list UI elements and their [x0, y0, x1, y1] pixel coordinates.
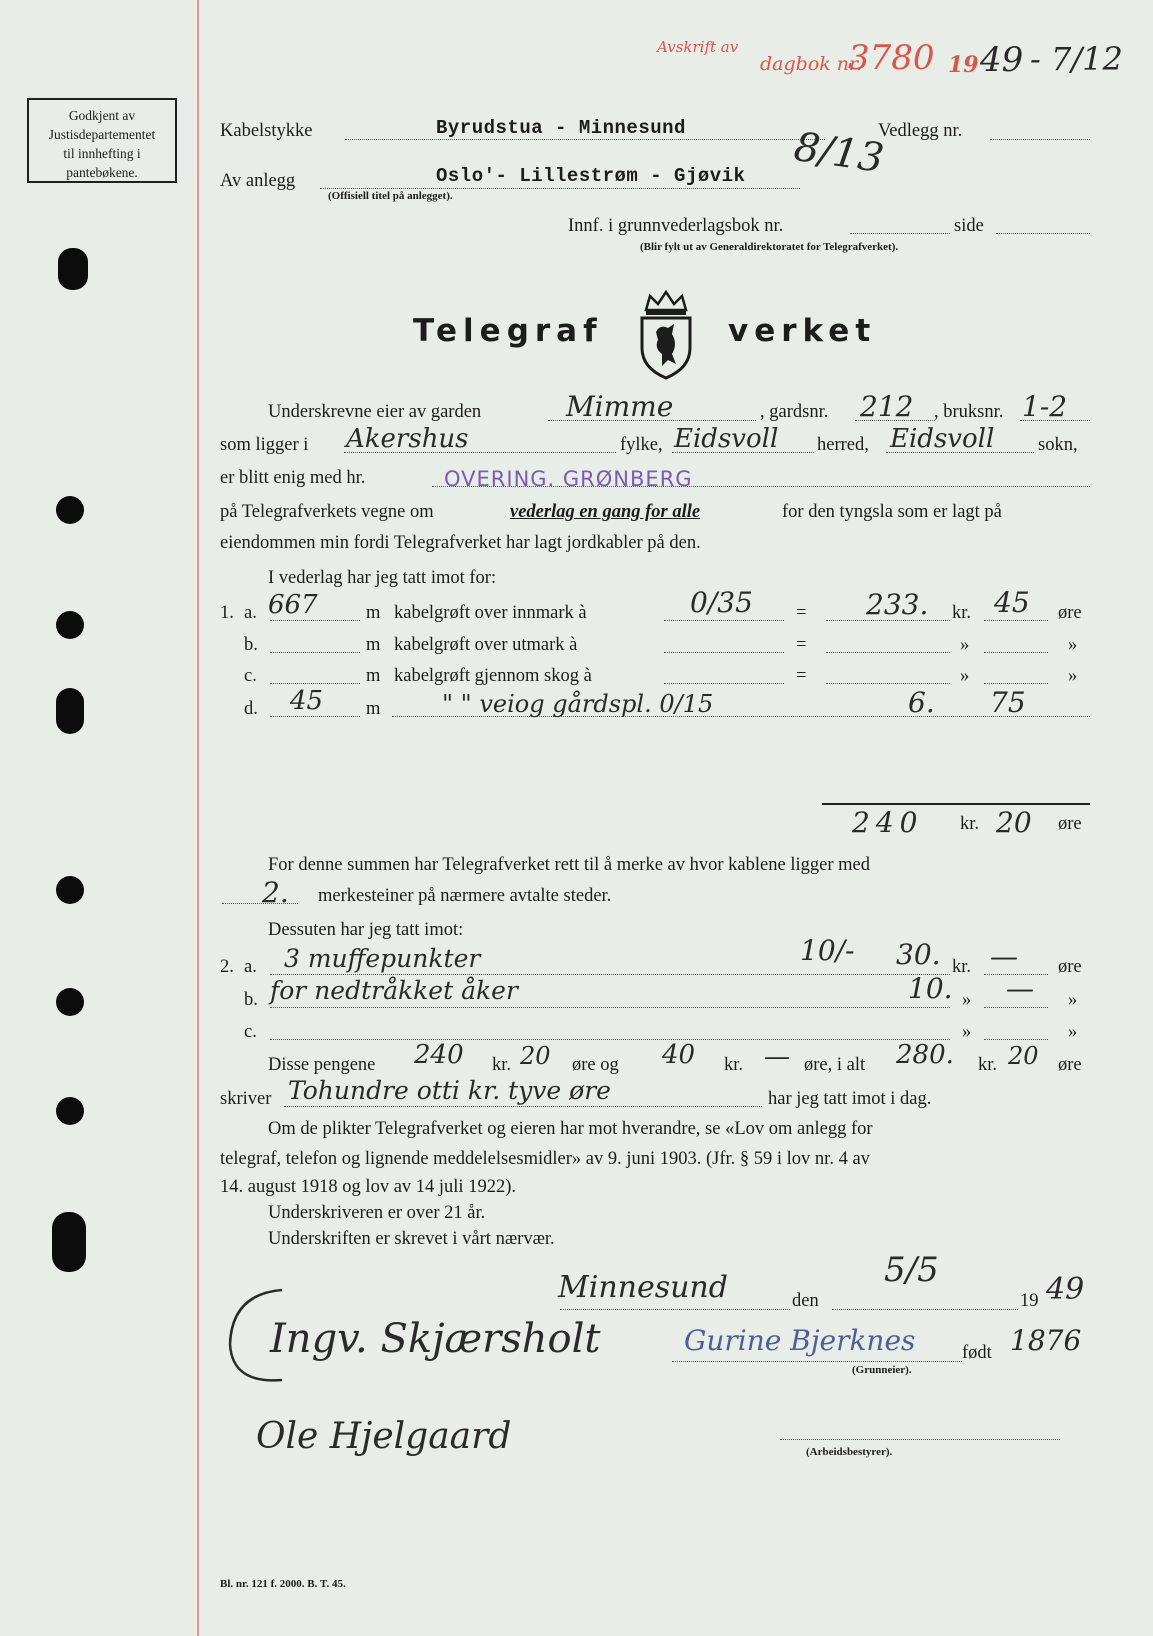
fylke-value: Akershus	[346, 424, 469, 454]
anlegg-label: Av anlegg	[220, 171, 296, 191]
sig-grunneier: (Grunneier).	[852, 1364, 912, 1376]
binder-hole	[56, 688, 84, 734]
row-desc: kabelgrøft over utmark à	[394, 635, 578, 655]
law-line: telegraf, telefon og lignende meddelelsesmidler» av 9. juni 1903. (Jfr. § 59 i lov nr. 4 av	[220, 1149, 870, 1169]
binder-hole	[56, 611, 84, 639]
row-ore-label: »	[1068, 990, 1078, 1010]
row-desc: kabelgrøft over innmark à	[394, 603, 587, 623]
intro-l2-b: fylke,	[620, 435, 663, 455]
stamp-avskrift: Avskrift av	[657, 38, 739, 56]
skriver-after: har jeg tatt imot i dag.	[768, 1089, 932, 1109]
date-dots	[832, 1309, 1018, 1310]
row-unit: m	[366, 603, 381, 623]
sig-owner: Gurine Bjerknes	[684, 1324, 916, 1357]
side-label: side	[954, 216, 984, 236]
approval-line: pantebøkene.	[66, 165, 138, 180]
row-ore: —	[1006, 972, 1034, 1005]
sig-fodt-year: 1876	[1010, 1324, 1082, 1357]
row-desc-hand: " " veiog gårdspl. 0/15	[442, 690, 714, 718]
binder-hole	[58, 248, 88, 290]
grunnvederlag-note: (Blir fylt ut av Generaldirektoratet for Telegrafverket).	[640, 241, 899, 253]
sig-witness2: Ole Hjelgaard	[256, 1416, 512, 1457]
approval-line: Justisdepartementet	[48, 127, 156, 142]
total-ore-label: øre	[1058, 814, 1082, 834]
row-kr: 10.	[908, 972, 953, 1005]
sum-kr1: 240	[414, 1040, 464, 1070]
witness-loop-icon	[222, 1284, 302, 1394]
row-rate: 0/35	[690, 586, 753, 619]
row-ore: 45	[994, 586, 1030, 619]
markers-l1: For denne summen har Telegrafverket rett til å merke av hvor kablene ligger med	[268, 855, 870, 875]
desc-dots	[270, 1007, 950, 1008]
binder-hole	[56, 1097, 84, 1125]
intro-l2-c: herred,	[817, 435, 869, 455]
anlegg-value: Oslo'- Lillestrøm - Gjøvik	[436, 165, 746, 187]
row-unit: m	[366, 635, 381, 655]
section2-heading: Dessuten har jeg tatt imot:	[268, 920, 464, 940]
stamp-dagbok: dagbok nr.	[760, 53, 863, 75]
qty-dots	[270, 620, 360, 621]
row-eq: =	[796, 666, 807, 686]
sig-date: 5/5	[884, 1250, 939, 1290]
dagbok-number: 3780	[848, 38, 935, 78]
row-kr: 30.	[896, 938, 941, 971]
sum-d: kr.	[724, 1055, 744, 1075]
row-desc: kabelgrøft gjennom skog à	[394, 666, 592, 686]
intro-l4-c: for den tyngsla som er lagt på	[782, 502, 1002, 522]
sum-ore2: —	[764, 1042, 790, 1072]
margin-mark: 8/13	[791, 123, 887, 183]
total-ore: 20	[996, 806, 1032, 839]
row-desc-hand: 3 muffepunkter	[284, 944, 481, 973]
vedlegg-dots	[990, 139, 1090, 140]
row-kr-label: »	[962, 990, 972, 1010]
year-suffix: 49	[980, 40, 1024, 80]
total-kr: 240	[852, 806, 924, 839]
kabelstykke-label: Kabelstykke	[220, 121, 313, 141]
row-eq: =	[796, 603, 807, 623]
row-letter: c.	[244, 666, 257, 686]
sum-kr3: 280.	[896, 1040, 954, 1070]
binder-hole	[52, 1212, 86, 1272]
qty-dots	[270, 683, 360, 684]
row-letter: b.	[244, 635, 258, 655]
sum-g: øre	[1058, 1055, 1082, 1075]
kr-dots	[826, 683, 950, 684]
garden-value: Mimme	[566, 390, 674, 423]
rate-dots	[664, 683, 784, 684]
date-note: - 7/12	[1030, 40, 1123, 78]
title-right: verket	[728, 313, 877, 349]
owner-dots	[672, 1361, 962, 1362]
row-unit: m	[366, 666, 381, 686]
margin-line	[197, 0, 199, 1636]
qty-dots	[270, 716, 360, 717]
rate-dots	[664, 620, 784, 621]
sum-ore3: 20	[1008, 1042, 1039, 1070]
sig-den: den	[792, 1291, 819, 1311]
binder-hole	[56, 988, 84, 1016]
row-kr-label: kr.	[952, 957, 972, 977]
rate-dots	[664, 652, 784, 653]
approval-line: Godkjent av	[68, 108, 136, 123]
law-line: 14. august 1918 og lov av 14 juli 1922).	[220, 1177, 516, 1197]
row-kr-label: »	[960, 666, 970, 686]
kabelstykke-value: Byrudstua - Minnesund	[436, 117, 686, 139]
sokn-value: Eidsvoll	[890, 424, 995, 454]
kabelstykke-dots	[345, 139, 825, 140]
intro-l1-a: Underskrevne eier av garden	[268, 402, 482, 422]
total-rule	[822, 803, 1090, 805]
intro-l2-d: sokn,	[1038, 435, 1078, 455]
year-prefix: 19	[948, 52, 979, 78]
row-ore-label: »	[1068, 635, 1078, 655]
intro-l1-b: , gardsnr.	[760, 402, 829, 422]
row-letter: c.	[244, 1022, 257, 1042]
sig-fodt: født	[962, 1343, 992, 1363]
row-qty: 45	[290, 686, 324, 716]
markers-l2: merkesteiner på nærmere avtalte steder.	[318, 886, 612, 906]
row-kr: 233.	[866, 588, 929, 621]
desc-dots	[270, 1039, 950, 1040]
intro-l4-b: vederlag en gang for alle	[510, 502, 701, 522]
intro-l1-c: , bruksnr.	[934, 402, 1004, 422]
row-kr-label: »	[960, 635, 970, 655]
grunnvederlag-label: Innf. i grunnvederlagsbok nr.	[568, 216, 784, 236]
gardsnr-value: 212	[860, 390, 914, 423]
arbeidsbestyrer-dots	[780, 1439, 1060, 1440]
sum-b: kr.	[492, 1055, 512, 1075]
row-kr-label: »	[962, 1022, 972, 1042]
section1-heading: I vederlag har jeg tatt imot for:	[268, 568, 497, 588]
sum-kr2: 40	[662, 1040, 696, 1070]
desc-dots	[270, 974, 950, 975]
binder-hole	[56, 496, 84, 524]
row-letter: b.	[244, 990, 258, 1010]
footer-form-number: Bl. nr. 121 f. 2000. B. T. 45.	[220, 1578, 346, 1590]
row-desc-hand: for nedtråkket åker	[270, 976, 518, 1005]
anlegg-dots	[320, 188, 800, 189]
intro-l4-a: på Telegrafverkets vegne om	[220, 502, 434, 522]
row-unit: m	[366, 699, 381, 719]
sig-arbeidsbestyrer: (Arbeidsbestyrer).	[806, 1446, 893, 1458]
intro-l3-a: er blitt enig med hr.	[220, 468, 366, 488]
row-rate: 10/-	[800, 934, 855, 967]
sig-place: Minnesund	[558, 1270, 728, 1305]
ore-dots	[984, 620, 1048, 621]
law-line: Underskriveren er over 21 år.	[268, 1203, 486, 1223]
skriver-label: skriver	[220, 1089, 272, 1109]
vedlegg-label: Vedlegg nr.	[878, 121, 963, 141]
anlegg-note: (Offisiell titel på anlegget).	[328, 190, 453, 202]
hr-stamp: OVERING. GRØNBERG	[444, 467, 693, 491]
sig-year-suffix: 49	[1046, 1272, 1085, 1307]
qty-dots	[270, 652, 360, 653]
sum-ore1: 20	[520, 1042, 551, 1070]
grunnvederlag-dots	[850, 233, 950, 234]
row-ore: 75	[990, 686, 1026, 719]
herred-value: Eidsvoll	[674, 424, 779, 454]
row-eq: =	[796, 635, 807, 655]
sig-year-prefix: 19	[1020, 1291, 1039, 1311]
place-dots	[560, 1309, 790, 1310]
row-ore-label: »	[1068, 666, 1078, 686]
ore-dots	[984, 1039, 1048, 1040]
row-ore-label: øre	[1058, 603, 1082, 623]
intro-l2-a: som ligger i	[220, 435, 309, 455]
skriver-dots	[284, 1106, 762, 1107]
row-letter: a.	[244, 957, 257, 977]
approval-line: til innhefting i	[63, 146, 141, 161]
sig-witness1: Ingv. Skjærsholt	[270, 1316, 601, 1362]
skriver-value: Tohundre otti kr. tyve øre	[288, 1076, 611, 1105]
binder-hole	[56, 876, 84, 904]
section2-num: 2.	[220, 957, 234, 977]
ore-dots	[984, 652, 1048, 653]
row-letter: d.	[244, 699, 258, 719]
ore-dots	[984, 1007, 1048, 1008]
sum-a: Disse pengene	[268, 1055, 376, 1075]
sum-c: øre og	[572, 1055, 619, 1075]
section1-num: 1.	[220, 603, 234, 623]
row-kr: 6.	[908, 686, 935, 719]
intro-l5: eiendommen min fordi Telegrafverket har lagt jordkabler på den.	[220, 533, 701, 553]
coat-of-arms-icon	[636, 288, 696, 380]
markers-count: 2.	[262, 876, 289, 909]
approval-box	[27, 98, 177, 183]
row-qty: 667	[268, 590, 318, 620]
row-ore-label: »	[1068, 1022, 1078, 1042]
sum-e: øre, i alt	[804, 1055, 866, 1075]
ore-dots	[984, 683, 1048, 684]
sum-f: kr.	[978, 1055, 998, 1075]
law-line: Underskriften er skrevet i vårt nærvær.	[268, 1229, 555, 1249]
side-dots	[996, 233, 1090, 234]
row-ore-label: øre	[1058, 957, 1082, 977]
law-line: Om de plikter Telegrafverket og eieren har mot hverandre, se «Lov om anlegg for	[268, 1119, 873, 1139]
total-kr-label: kr.	[960, 814, 980, 834]
title-left: Telegraf	[413, 313, 603, 349]
row-ore: —	[990, 940, 1018, 973]
bruksnr-value: 1-2	[1022, 390, 1068, 423]
row-letter: a.	[244, 603, 257, 623]
kr-dots	[826, 652, 950, 653]
row-kr-label: kr.	[952, 603, 972, 623]
